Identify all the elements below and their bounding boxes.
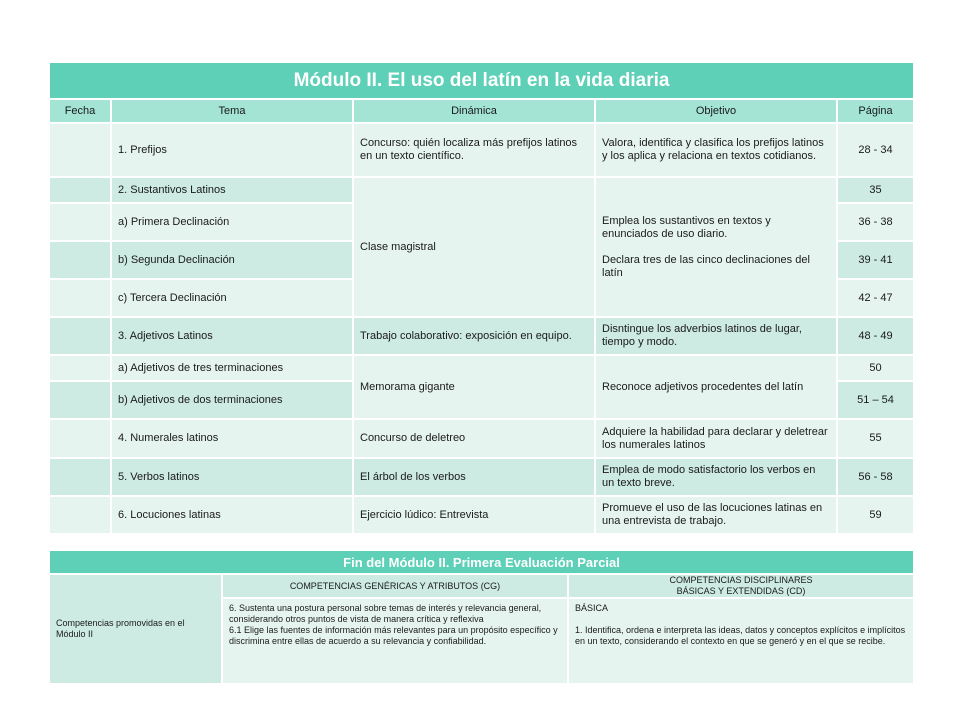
objetivo-cell: Disntingue los adverbios latinos de lugar, tiempo y modo. <box>595 317 837 355</box>
header-tema: Tema <box>111 99 353 123</box>
module-table <box>48 61 915 535</box>
objetivo-cell: Reconoce adjetivos procedentes del latín <box>595 355 837 419</box>
cd-text-1: BÁSICA <box>575 603 609 613</box>
tema-cell: 6. Locuciones latinas <box>111 496 353 534</box>
table-row <box>49 496 914 534</box>
objetivo-text-1: Emplea los sustantivos en textos y enunciados de uso diario. <box>602 214 771 240</box>
header-objetivo: Objetivo <box>595 99 837 123</box>
pagina-cell: 59 <box>837 496 914 534</box>
table-row <box>49 355 914 381</box>
dinamica-cell: Concurso de deletreo <box>353 419 595 458</box>
tema-cell: 2. Sustantivos Latinos <box>111 177 353 203</box>
tema-cell: b) Segunda Declinación <box>111 241 353 279</box>
fecha-cell <box>49 177 111 203</box>
cg-text <box>222 598 568 684</box>
fecha-cell <box>49 123 111 177</box>
tema-cell: b) Adjetivos de dos terminaciones <box>111 381 353 419</box>
fecha-cell <box>49 355 111 381</box>
module-title: Módulo II. El uso del latín en la vida diaria <box>49 62 914 99</box>
fecha-cell <box>49 496 111 534</box>
table-row <box>49 458 914 496</box>
dinamica-cell: Clase magistral <box>353 177 595 317</box>
table-row <box>49 123 914 177</box>
pagina-cell: 39 - 41 <box>837 241 914 279</box>
fecha-cell <box>49 203 111 241</box>
tema-cell: 5. Verbos latinos <box>111 458 353 496</box>
cg-header: COMPETENCIAS GENÉRICAS Y ATRIBUTOS (CG) <box>222 574 568 598</box>
pagina-cell: 48 - 49 <box>837 317 914 355</box>
fecha-cell <box>49 381 111 419</box>
header-dinamica: Dinámica <box>353 99 595 123</box>
fecha-cell <box>49 317 111 355</box>
pagina-cell: 55 <box>837 419 914 458</box>
dinamica-cell: El árbol de los verbos <box>353 458 595 496</box>
header-fecha: Fecha <box>49 99 111 123</box>
cg-text-1: 6. Sustenta una postura personal sobre temas de interés y relevancia general, considerando otros puntos de vista de manera crítica y reflexiva <box>229 603 542 624</box>
competencias-label: Competencias promovidas en el Módulo II <box>49 574 222 684</box>
cg-text-2: 6.1 Elige las fuentes de información más relevantes para un propósito específico y discrimina entre ellas de acuerdo a su relevancia y confiabilidad. <box>229 625 558 646</box>
evaluation-table <box>48 549 915 685</box>
dinamica-cell: Ejercicio lúdico: Entrevista <box>353 496 595 534</box>
fecha-cell <box>49 241 111 279</box>
cd-header-line-2: BÁSICAS Y EXTENDIDAS (CD) <box>676 586 806 596</box>
tema-cell: 1. Prefijos <box>111 123 353 177</box>
pagina-cell: 56 - 58 <box>837 458 914 496</box>
pagina-cell: 28 - 34 <box>837 123 914 177</box>
table-row <box>49 177 914 203</box>
tema-cell: 4. Numerales latinos <box>111 419 353 458</box>
objetivo-cell: Emplea de modo satisfactorio los verbos en un texto breve. <box>595 458 837 496</box>
pagina-cell: 51 – 54 <box>837 381 914 419</box>
fecha-cell <box>49 419 111 458</box>
table-row <box>49 419 914 458</box>
tema-cell: c) Tercera Declinación <box>111 279 353 317</box>
cd-text-2: 1. Identifica, ordena e interpreta las ideas, datos y conceptos explícitos e implícitos en un texto, considerando el contexto en que se generó y en el que se recibe. <box>575 625 906 646</box>
evaluation-title: Fin del Módulo II. Primera Evaluación Parcial <box>49 550 914 574</box>
objetivo-cell: Promueve el uso de las locuciones latinas en una entrevista de trabajo. <box>595 496 837 534</box>
pagina-cell: 35 <box>837 177 914 203</box>
table-row <box>49 317 914 355</box>
fecha-cell <box>49 279 111 317</box>
objetivo-cell <box>595 177 837 317</box>
pagina-cell: 42 - 47 <box>837 279 914 317</box>
objetivo-cell: Valora, identifica y clasifica los prefijos latinos y los aplica y relaciona en textos cotidianos. <box>595 123 837 177</box>
tema-cell: a) Adjetivos de tres terminaciones <box>111 355 353 381</box>
pagina-cell: 50 <box>837 355 914 381</box>
cd-header-line-1: COMPETENCIAS DISCIPLINARES <box>669 575 813 585</box>
cd-header <box>568 574 914 598</box>
tema-cell: a) Primera Declinación <box>111 203 353 241</box>
pagina-cell: 36 - 38 <box>837 203 914 241</box>
tema-cell: 3. Adjetivos Latinos <box>111 317 353 355</box>
objetivo-text-2: Declara tres de las cinco declinaciones del latín <box>602 253 810 279</box>
fecha-cell <box>49 458 111 496</box>
header-pagina: Página <box>837 99 914 123</box>
dinamica-cell: Concurso: quién localiza más prefijos latinos en un texto científico. <box>353 123 595 177</box>
objetivo-cell: Adquiere la habilidad para declarar y deletrear los numerales latinos <box>595 419 837 458</box>
cd-text <box>568 598 914 684</box>
dinamica-cell: Memorama gigante <box>353 355 595 419</box>
dinamica-cell: Trabajo colaborativo: exposición en equipo. <box>353 317 595 355</box>
